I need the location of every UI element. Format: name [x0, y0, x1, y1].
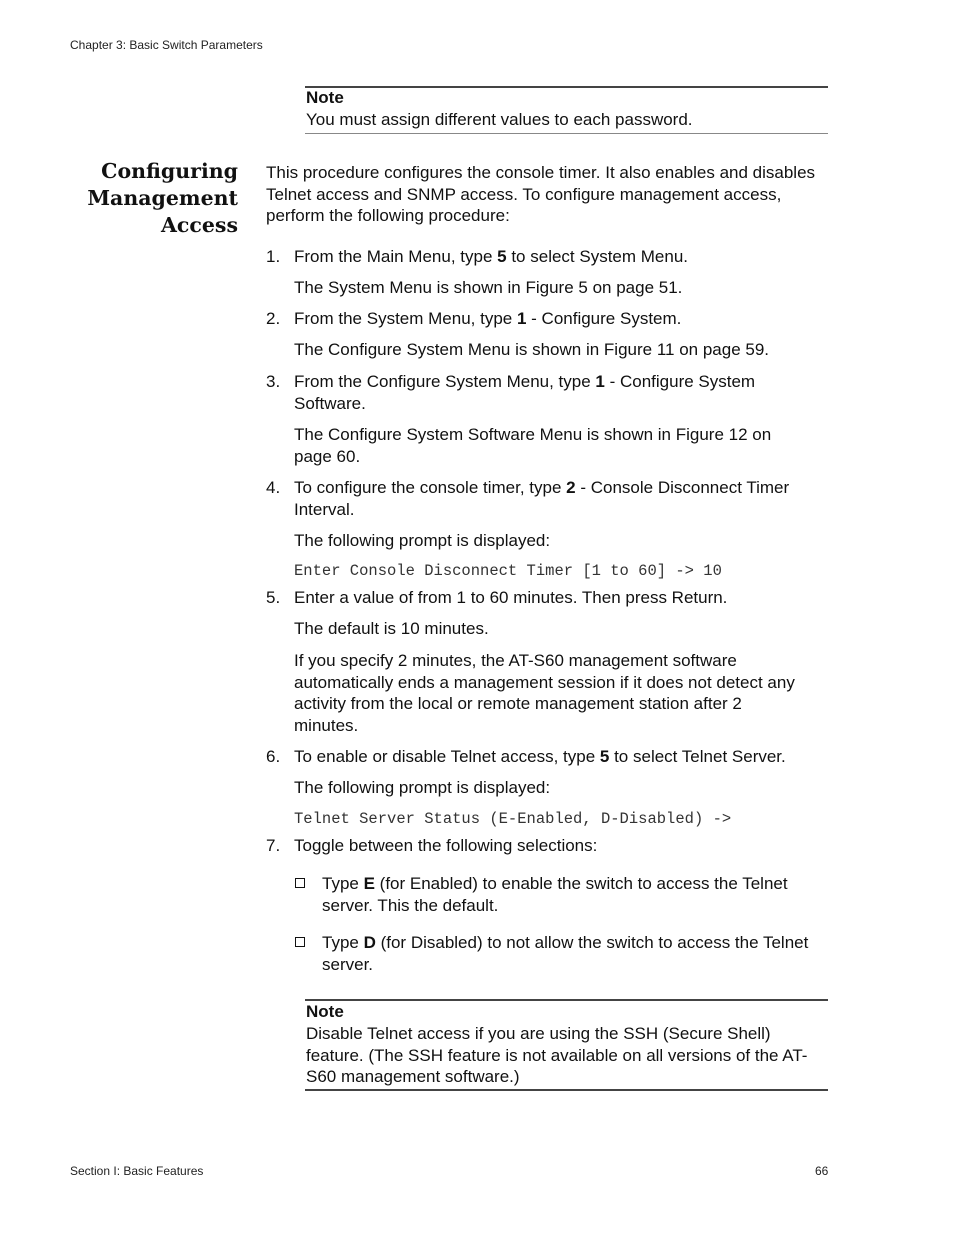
running-footer: Section I: Basic Features: [70, 1164, 204, 1178]
heading-line: Management: [87, 186, 238, 210]
step-text: From the System Menu, type 1 - Configure System.: [294, 309, 682, 328]
step-number: 4.: [266, 478, 281, 497]
step-note: The default is 10 minutes.: [294, 619, 489, 638]
step-note: The following prompt is displayed:: [294, 778, 551, 797]
heading-line: Access: [161, 213, 238, 237]
section-heading: [87, 158, 238, 239]
note-text: Disable Telnet access if you are using the SSH (Secure Shell) feature. (The SSH feature is not available on all versions of the AT-S60 management software.): [306, 1024, 808, 1086]
step-text: Toggle between the following selections:: [294, 836, 598, 855]
note-bottom-rule: [305, 133, 828, 134]
step-number: 5.: [266, 588, 281, 607]
checkbox-bullet-icon: [295, 937, 305, 947]
console-prompt: Telnet Server Status (E-Enabled, D-Disabled) ->: [294, 810, 732, 828]
console-prompt: Enter Console Disconnect Timer [1 to 60] -> 10: [294, 562, 722, 580]
note-title: Note: [306, 1002, 344, 1021]
step-number: 6.: [266, 747, 281, 766]
step-note: The Configure System Menu is shown in Figure 11 on page 59.: [294, 340, 770, 359]
note-top-rule: [305, 999, 828, 1001]
step-note: The Configure System Software Menu is shown in Figure 12 on page 60.: [294, 425, 772, 466]
heading-line: Configuring: [101, 159, 238, 183]
note-title: Note: [306, 88, 344, 107]
step-text: To configure the console timer, type 2 - Console Disconnect Timer Interval.: [294, 478, 790, 519]
running-header: Chapter 3: Basic Switch Parameters: [70, 38, 263, 52]
page-number: 66: [815, 1164, 829, 1178]
note-top-rule: [305, 86, 828, 88]
bullet-item: Type D (for Disabled) to not allow the switch to access the Telnet server.: [322, 933, 809, 974]
step-number: 3.: [266, 372, 281, 391]
step-note: The following prompt is displayed:: [294, 531, 551, 550]
checkbox-bullet-icon: [295, 878, 305, 888]
step-note: If you specify 2 minutes, the AT-S60 management software automatically ends a management session if it does not detect any activity from the local or remote management station after 2 minutes.: [294, 651, 795, 735]
step-text: From the Main Menu, type 5 to select System Menu.: [294, 247, 689, 266]
step-text: Enter a value of from 1 to 60 minutes. Then press Return.: [294, 588, 728, 607]
bullet-item: Type E (for Enabled) to enable the switch to access the Telnet server. This the default.: [322, 874, 788, 915]
step-text: To enable or disable Telnet access, type 5 to select Telnet Server.: [294, 747, 786, 766]
step-number: 2.: [266, 309, 281, 328]
note-text: You must assign different values to each password.: [306, 110, 693, 129]
note-bottom-rule: [305, 1089, 828, 1091]
step-text: From the Configure System Menu, type 1 - Configure System Software.: [294, 372, 756, 413]
step-number: 7.: [266, 836, 281, 855]
step-number: 1.: [266, 247, 281, 266]
step-note: The System Menu is shown in Figure 5 on page 51.: [294, 278, 683, 297]
section-intro: This procedure configures the console timer. It also enables and disables Telnet access and SNMP access. To configure management access, perform the following procedure:: [266, 163, 816, 225]
